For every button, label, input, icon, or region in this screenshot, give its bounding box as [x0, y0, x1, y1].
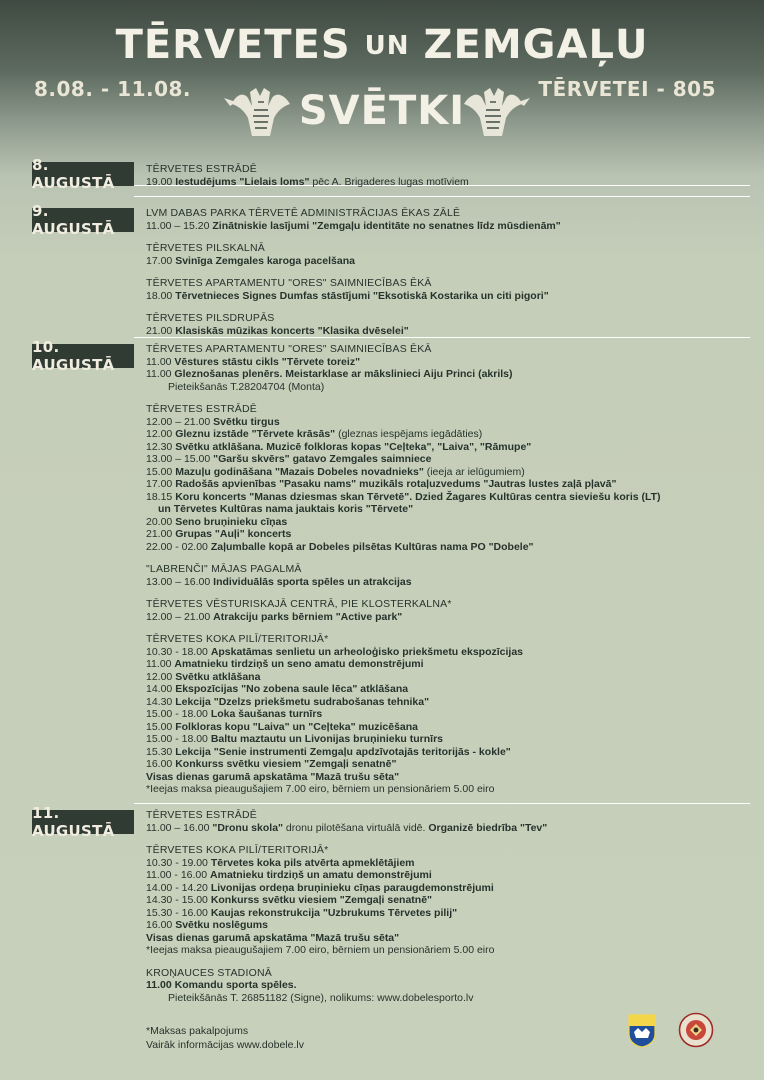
event-title: Zinātniskie lasījumi "Zemgaļu identitāte no senatnes līdz mūsdienām"	[212, 219, 561, 232]
event-title: Amatnieku tirdziņš un seno amatu demonstrējumi	[174, 658, 424, 670]
venue-heading: KROŅAUCES STADIONĀ	[146, 966, 272, 979]
event-time: 15.30 - 16.00	[146, 906, 211, 919]
event-title: Koru koncerts "Manas dziesmas skan Tērvetē". Dzied Žagares Kultūras centra sieviešu koris (LT)	[175, 490, 661, 503]
event-title: Gleznošanas plenērs. Meistarklase ar mākslinieci Aiju Princi (akrils)	[174, 368, 513, 380]
event-item-continued	[146, 503, 754, 516]
event-title: Svētku tirgus	[213, 415, 280, 428]
event-item	[146, 441, 754, 454]
event-title: Kaujas rekonstrukcija "Uzbrukums Tērvetes pilij"	[210, 906, 458, 919]
event-title: Svētku noslēgums	[175, 919, 268, 931]
event-title: Gleznu izstāde "Tērvete krāsās"	[175, 428, 336, 440]
event-time: 21.00	[146, 528, 176, 540]
event-item	[146, 721, 754, 734]
event-item	[146, 733, 754, 746]
registration-note: Pieteikšānās T. 26851182 (Signe), nolikums: www.dobelesporto.lv	[168, 991, 474, 1004]
event-item	[146, 611, 754, 624]
venue-heading: TĒRVETES KOKA PILĪ/TERITORIJĀ*	[146, 844, 329, 856]
event-title: Konkurss svētku viesiem "Zemgaļi senatnē"	[210, 894, 433, 906]
event-time: 18.00	[146, 289, 176, 302]
day-8-label: 8. AUGUSTĀ	[32, 162, 134, 186]
registration-note: Pieteikšanās T.28204704 (Monta)	[168, 380, 325, 393]
event-title: Svētku atklāšana	[175, 670, 261, 683]
event-title: 11.00 Komandu sporta spēles.	[146, 979, 297, 991]
anniversary-text: TĒRVETEI - 805	[538, 77, 716, 101]
event-item	[146, 696, 754, 709]
event-title: Visas dienas garumā apskatāma "Mazā trušu sēta"	[146, 931, 400, 944]
event-time: 15.00	[146, 465, 176, 478]
event-time: 12.00 – 21.00	[146, 610, 214, 623]
event-item	[146, 528, 754, 541]
poster-header	[0, 0, 764, 160]
event-item	[146, 466, 754, 479]
festival-dates: 8.08. - 11.08.	[34, 77, 192, 101]
event-item	[146, 932, 754, 945]
event-item	[146, 646, 754, 659]
event-time: 13.00 – 16.00	[146, 575, 214, 588]
event-time: 11.00 – 15.20	[146, 219, 213, 232]
event-title: "Dronu skola"	[212, 821, 284, 834]
event-title: un Tērvetes Kultūras nama jauktais koris "Tērvete"	[158, 503, 414, 515]
day-divider	[134, 337, 750, 338]
event-time: 15.00 - 18.00	[146, 733, 211, 745]
tervete-emblem-icon	[678, 1012, 714, 1048]
event-title: Iestudējums "Lielais loms"	[175, 175, 310, 188]
event-time: 14.30	[146, 695, 176, 708]
venue-heading: TĒRVETES ESTRĀDĒ	[146, 809, 257, 821]
event-item	[146, 746, 754, 759]
venue-heading: TĒRVETES KOKA PILĪ/TERITORIJĀ*	[146, 633, 329, 645]
paid-service-note: *Maksas pakalpojums	[146, 1025, 249, 1037]
event-time: 11.00	[146, 658, 175, 670]
venue-heading: "LABRENČI" MĀJAS PAGALMĀ	[146, 563, 302, 575]
event-time: 10.30 - 18.00	[146, 645, 211, 658]
event-time: 19.00	[146, 175, 176, 188]
event-item	[146, 758, 754, 771]
event-title: Zaļumballe kopā ar Dobeles pilsētas Kultūras nama PO "Dobele"	[210, 540, 534, 553]
event-title: Loka šaušanas turnīrs	[210, 708, 323, 720]
event-time: 11.00 - 16.00	[146, 869, 211, 881]
day-divider	[134, 803, 750, 804]
event-note: dronu pilotēšana virtuālā vidē.	[283, 821, 429, 834]
event-title: Lekcija "Dzelzs priekšmetu sudrabošanas tehnika"	[175, 695, 430, 708]
venue-heading: TĒRVETES ESTRĀDĒ	[146, 163, 257, 175]
title-word-zemgalu: ZEMGAĻU	[423, 22, 649, 68]
event-organizer: Organizē biedrība "Tev"	[428, 821, 548, 834]
event-item	[146, 576, 754, 589]
event-title: Apskatāmas senlietu un arheoloģisko priekšmetu ekspozīcijas	[210, 645, 524, 658]
title-word-tervetes: TĒRVETES	[115, 22, 351, 68]
event-title: Svētku atklāšana. Muzicē folkloras kopas "Ceļteka", "Laiva", "Rāmupe"	[175, 440, 532, 453]
event-time: 17.00	[146, 254, 176, 267]
event-time: 11.00	[146, 355, 175, 368]
event-title: Individuālās sporta spēles un atrakcijas	[213, 575, 412, 588]
day-11-events	[146, 809, 754, 1004]
event-title: Konkurss svētku viesiem "Zemgaļi senatnē"	[175, 758, 397, 770]
event-item	[146, 907, 754, 920]
event-title: Visas dienas garumā apskatāma "Mazā trušu sēta"	[146, 770, 400, 783]
festival-title-line1	[0, 22, 764, 68]
footer-notes	[146, 1024, 304, 1052]
event-time: 12.30	[146, 440, 176, 453]
event-item	[146, 979, 754, 992]
more-info-link: Vairāk informācijas www.dobele.lv	[146, 1039, 304, 1051]
event-time: 12.00 – 21.00	[146, 415, 214, 428]
venue-heading: TĒRVETES APARTAMENTU "ORES" SAIMNIECĪBAS ĒKĀ	[146, 343, 432, 355]
event-title: Tērvetnieces Signes Dumfas stāstījumi "Eksotiskā Kostarika un citi pigori"	[175, 289, 549, 302]
event-item	[146, 290, 754, 303]
event-item	[146, 771, 754, 784]
day-8-events	[146, 163, 754, 188]
event-time: 21.00	[146, 324, 176, 337]
event-time: 10.30 - 19.00	[146, 856, 211, 869]
venue-heading: LVM DABAS PARKA TĒRVETĒ ADMINISTRĀCIJAS ĒKAS ZĀLĒ	[146, 207, 461, 219]
event-title: Mazuļu godināšana "Mazais Dobeles novadnieks"	[175, 465, 424, 478]
event-item	[146, 325, 754, 338]
ornamental-bird-icon	[222, 84, 300, 142]
festival-title-line2: SVĒTKI	[298, 88, 466, 134]
event-time: 16.00	[146, 919, 176, 931]
event-time: 12.00	[146, 428, 176, 440]
event-title: Ekspozīcijas "No zobena saule lēca" atklāšana	[175, 683, 409, 695]
venue-heading: TĒRVETES PILSKALNĀ	[146, 242, 265, 254]
dobele-coat-of-arms-icon	[628, 1014, 656, 1048]
event-time: 15.00	[146, 720, 176, 733]
event-title: Atrakciju parks bērniem "Active park"	[213, 610, 403, 623]
event-item	[146, 671, 754, 684]
event-time: 15.30	[146, 745, 176, 758]
event-time: 16.00	[146, 758, 176, 770]
event-item	[146, 478, 754, 491]
event-item	[146, 516, 754, 529]
price-note: *Ieejas maksa pieaugušajiem 7.00 eiro, bērniem un pensionāriem 5.00 eiro	[146, 944, 495, 956]
event-time: 18.15	[146, 490, 176, 503]
event-item	[146, 919, 754, 932]
event-item	[146, 453, 754, 466]
event-title: Folkloras kopu "Laiva" un "Ceļteka" muzicēšana	[175, 720, 419, 733]
event-time: 22.00 - 02.00	[146, 540, 211, 553]
day-9-label: 9. AUGUSTĀ	[32, 208, 134, 232]
event-title: Seno bruņinieku cīņas	[175, 515, 288, 528]
event-time: 12.00	[146, 670, 176, 683]
day-9-events	[146, 207, 754, 337]
event-time: 14.00 - 14.20	[146, 881, 211, 894]
event-time: 11.00 – 16.00	[146, 821, 213, 834]
event-item	[146, 416, 754, 429]
day-10-events	[146, 343, 754, 796]
event-item	[146, 708, 754, 721]
event-note: (ieeja ar ielūgumiem)	[423, 465, 525, 478]
event-item	[146, 541, 754, 554]
venue-heading: TĒRVETES PILSDRUPĀS	[146, 312, 275, 324]
event-note: (gleznas iespējams iegādāties)	[335, 428, 483, 440]
event-title: "Garšu skvērs" gatavo Zemgales saimniece	[213, 453, 432, 465]
event-item	[146, 220, 754, 233]
event-item	[146, 658, 754, 671]
ornamental-bird-icon	[454, 84, 532, 142]
event-item	[146, 894, 754, 907]
event-item	[146, 356, 754, 369]
event-item	[146, 255, 754, 268]
event-title: Radošās apvienības "Pasaku nams" muzikāls rotaļuzvedums "Jautras lustes zaļā pļavā"	[175, 478, 617, 490]
day-divider	[134, 196, 750, 197]
event-item	[146, 869, 754, 882]
event-title: Baltu maztautu un Livonijas bruņinieku turnīrs	[210, 733, 443, 745]
venue-heading: TĒRVETES VĒSTURISKAJĀ CENTRĀ, PIE KLOSTERKALNA*	[146, 598, 452, 610]
venue-heading: TĒRVETES ESTRĀDĒ	[146, 403, 257, 415]
event-time: 13.00 – 15.00	[146, 453, 214, 465]
event-time: 14.30 - 15.00	[146, 894, 211, 906]
event-time: 20.00	[146, 515, 176, 528]
day-11-label: 11. AUGUSTĀ	[32, 810, 134, 834]
event-time: 15.00 - 18.00	[146, 708, 211, 720]
event-time: 11.00	[146, 368, 175, 380]
event-item	[146, 491, 754, 504]
event-title: Amatnieku tirdziņš un amatu demonstrējumi	[210, 869, 432, 881]
event-time: 17.00	[146, 478, 176, 490]
event-item	[146, 882, 754, 895]
event-item	[146, 683, 754, 696]
event-title: Vēstures stāstu cikls "Tērvete toreiz"	[174, 355, 361, 368]
day-10-label: 10. AUGUSTĀ	[32, 344, 134, 368]
event-title: Klasiskās mūzikas koncerts "Klasika dvēselei"	[175, 324, 409, 337]
title-word-un: UN	[364, 31, 410, 61]
event-time: 14.00	[146, 683, 176, 695]
event-title: Livonijas ordeņa bruņinieku cīņas paraugdemonstrējumi	[210, 881, 494, 894]
event-item	[146, 857, 754, 870]
event-item	[146, 176, 754, 189]
event-title: Lekcija "Senie instrumenti Zemgaļu apdzīvotajās teritorijās - kokle"	[175, 745, 511, 758]
event-item	[146, 822, 754, 835]
venue-heading: TĒRVETES APARTAMENTU "ORES" SAIMNIECĪBAS ĒKĀ	[146, 277, 432, 289]
event-item	[146, 428, 754, 441]
event-title: Grupas "Auļi" koncerts	[175, 528, 292, 540]
event-item	[146, 368, 754, 381]
event-note: pēc A. Brigaderes lugas motīviem	[309, 175, 469, 188]
event-title: Tērvetes koka pils atvērta apmeklētājiem	[210, 856, 415, 869]
event-title: Svinīga Zemgales karoga pacelšana	[175, 254, 355, 267]
price-note: *Ieejas maksa pieaugušajiem 7.00 eiro, bērniem un pensionāriem 5.00 eiro	[146, 783, 495, 795]
